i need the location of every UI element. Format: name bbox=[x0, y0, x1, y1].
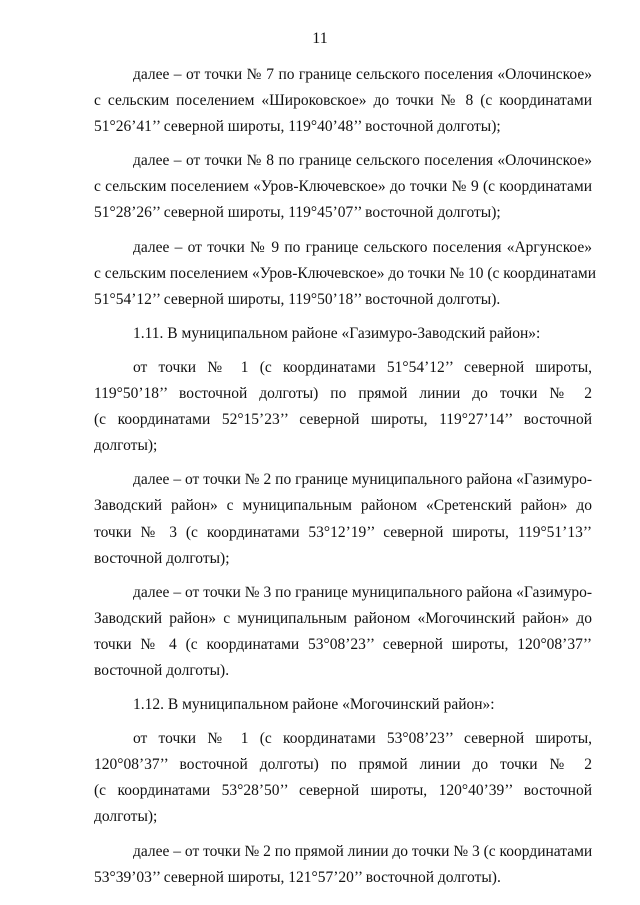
text-line: далее – от точки № 7 по границе сельского поселения «Олочинское» bbox=[133, 66, 592, 83]
paragraph bbox=[94, 692, 592, 718]
text-line: долготы); bbox=[94, 437, 158, 455]
text-line: точки № 4 (с координатами 53°08’23’’ северной широты, 120°08’37’’ bbox=[94, 635, 592, 653]
text-line: от точки № 1 (с координатами 53°08’23’’ северной широты, bbox=[133, 730, 592, 748]
text-line: 1.12. В муниципальном районе «Могочинский район»: bbox=[133, 696, 495, 714]
text-line: восточной долготы). bbox=[94, 661, 230, 679]
text-line: точки № 3 (с координатами 53°12’19’’ северной широты, 119°51’13’’ bbox=[94, 523, 592, 541]
paragraph bbox=[94, 321, 592, 347]
text-line: Заводский район» с муниципальным районом «Сретенский район» до bbox=[94, 497, 592, 515]
text-line: далее – от точки № 3 по границе муниципального района «Газимуро- bbox=[133, 583, 592, 601]
paragraph bbox=[94, 235, 596, 313]
text-line: далее – от точки № 2 по прямой линии до точки № 3 (с координатами bbox=[133, 842, 593, 860]
text-line: восточной долготы); bbox=[94, 549, 230, 567]
text-line: далее – от точки № 9 по границе сельского поселения «Аргунское» bbox=[133, 238, 592, 256]
document-body bbox=[94, 62, 596, 899]
text-line: с сельским поселением «Уров-Ключевское» до точки № 9 (с координатами bbox=[94, 178, 592, 196]
paragraph bbox=[94, 839, 592, 891]
text-line: 53°39’03’’ северной широты, 121°57’20’’ восточной долготы). bbox=[94, 868, 501, 886]
text-line: 51°28’26’’ северной широты, 119°45’07’’ восточной долготы); bbox=[94, 204, 501, 222]
text-line: далее – от точки № 8 по границе сельского поселения «Олочинское» bbox=[133, 152, 592, 170]
text-line: с сельским поселением «Уров-Ключевское» до точки № 10 (с координатами bbox=[94, 264, 596, 282]
text-line: от точки № 1 (с координатами 51°54’12’’ северной широты, bbox=[133, 358, 592, 376]
paragraph bbox=[94, 148, 592, 226]
paragraph bbox=[94, 62, 592, 140]
text-line: долготы); bbox=[94, 808, 158, 826]
paragraph bbox=[94, 467, 592, 571]
paragraph bbox=[94, 580, 592, 684]
text-line: 120°08’37’’ восточной долготы) по прямой линии до точки № 2 bbox=[94, 756, 592, 774]
text-line: 51°54’12’’ северной широты, 119°50’18’’ восточной долготы). bbox=[94, 290, 501, 308]
text-line: с сельским поселением «Широковское» до точки № 8 (с координатами bbox=[94, 92, 592, 110]
text-line: далее – от точки № 2 по границе муниципального района «Газимуро- bbox=[133, 471, 592, 489]
text-line: Заводский район» с муниципальным районом «Могочинский район» до bbox=[94, 609, 592, 627]
page-number: 11 bbox=[312, 30, 328, 47]
text-line: 51°26’41’’ северной широты, 119°40’48’’ восточной долготы); bbox=[94, 118, 501, 136]
text-line: (с координатами 52°15’23’’ северной широты, 119°27’14’’ восточной bbox=[94, 411, 592, 429]
paragraph bbox=[94, 355, 592, 459]
paragraph bbox=[94, 726, 592, 830]
text-line: 119°50’18’’ восточной долготы) по прямой линии до точки № 2 bbox=[94, 385, 592, 403]
text-line: 1.11. В муниципальном районе «Газимуро-Заводский район»: bbox=[133, 324, 541, 342]
text-line: (с координатами 53°28’50’’ северной широты, 120°40’39’’ восточной bbox=[94, 782, 592, 800]
